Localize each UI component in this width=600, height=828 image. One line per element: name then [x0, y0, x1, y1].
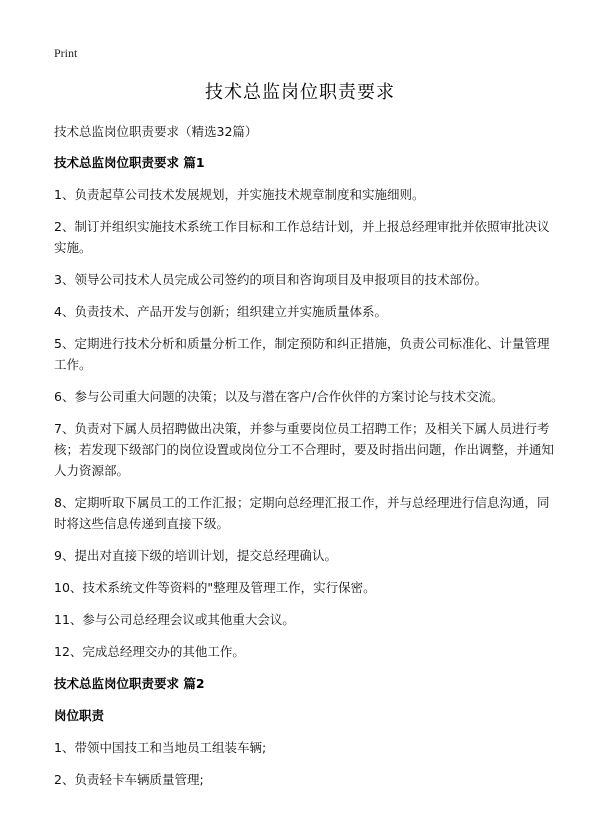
- list-item: 1、负责起草公司技术发展规划，并实施技术规章制度和实施细则。: [54, 187, 425, 202]
- section-heading-1: 技术总监岗位职责要求 篇1: [54, 155, 205, 170]
- section-heading-2: 技术总监岗位职责要求 篇2: [54, 676, 205, 691]
- list-item: 3、领导公司技术人员完成公司签约的项目和咨询项目及申报项目的技术部份。: [54, 272, 487, 287]
- list-item: 5、定期进行技术分析和质量分析工作，制定预防和纠正措施，负责公司标准化、计量管理工作。: [54, 336, 550, 372]
- list-item: 7、负责对下属人员招聘做出决策，并参与重要岗位员工招聘工作；及相关下属人员进行考核；若发现下级部门的岗位设置或岗位分工不合理时，要及时指出问题，作出调整，并通知人力资源部。: [54, 421, 555, 478]
- list-item: 10、技术系统文件等资料的"整理及管理工作，实行保密。: [54, 580, 376, 595]
- list-item: 12、完成总经理交办的其他工作。: [54, 644, 245, 659]
- document-title: 技术总监岗位职责要求: [205, 82, 395, 103]
- list-item: 11、参与公司总经理会议或其他重大会议。: [54, 612, 295, 627]
- list-item: 6、参与公司重大问题的决策；以及与潜在客户/合作伙伴的方案讨论与技术交流。: [54, 389, 504, 404]
- document-subtitle: 技术总监岗位职责要求（精选32篇）: [54, 124, 258, 139]
- list-item: 2、负责轻卡车辆质量管理;: [54, 772, 204, 787]
- list-item: 1、带领中国技工和当地员工组装车辆;: [54, 740, 267, 755]
- document-body: [54, 121, 554, 801]
- section-subheading: 岗位职责: [54, 708, 105, 723]
- list-item: 8、定期听取下属员工的工作汇报；定期向总经理汇报工作，并与总经理进行信息沟通，同时将这些信息传递到直接下级。: [54, 495, 550, 531]
- list-item: 9、提出对直接下级的培训计划，提交总经理确认。: [54, 548, 337, 563]
- print-label[interactable]: Print: [54, 46, 78, 60]
- list-item: 2、制订并组织实施技术系统工作目标和工作总结计划，并上报总经理审批并依照审批决议实施。: [54, 219, 550, 255]
- list-item: 4、负责技术、产品开发与创新；组织建立并实施质量体系。: [54, 304, 387, 319]
